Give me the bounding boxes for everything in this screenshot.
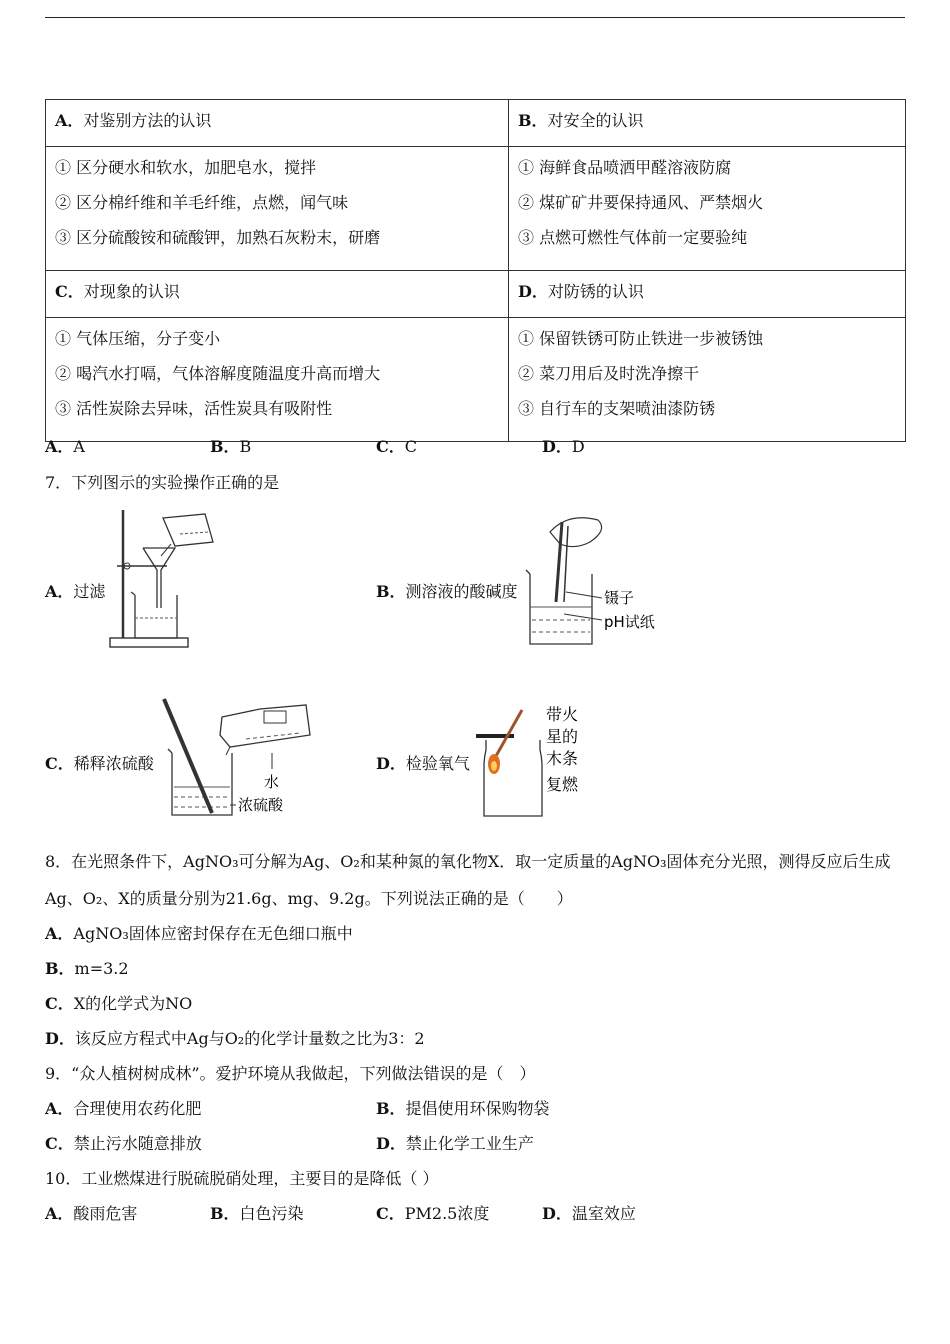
q9-option-a[interactable]: A．合理使用农药化肥	[45, 1099, 202, 1118]
water-label: 水	[264, 773, 280, 791]
list-item: ① 气体压缩，分子变小	[55, 329, 221, 348]
ph-test-diagram	[520, 512, 665, 652]
spark-label-1: 带火	[546, 705, 579, 724]
oxygen-test-diagram	[470, 700, 590, 820]
q9-option-c[interactable]: C．禁止污水随意排放	[45, 1134, 202, 1153]
q8-option-b[interactable]: B．m=3.2	[45, 959, 129, 978]
list-item: ③ 点燃可燃性气体前一定要验纯	[518, 228, 748, 247]
list-item: ② 菜刀用后及时洗净擦干	[518, 364, 700, 383]
tweezers-label: 镊子	[604, 589, 635, 607]
ph-paper-label: pH试纸	[604, 613, 655, 631]
list-item: ① 保留铁锈可防止铁进一步被锈蚀	[518, 329, 764, 348]
q10-option-d[interactable]: D．温室效应	[542, 1204, 636, 1223]
q7-option-b[interactable]: B．测溶液的酸碱度	[376, 582, 518, 601]
q10-option-b[interactable]: B．白色污染	[210, 1204, 304, 1223]
q8-option-d[interactable]: D．该反应方程式中Ag与O₂的化学计量数之比为3：2	[45, 1029, 425, 1048]
header-rule	[45, 17, 905, 18]
q6-option-b[interactable]: B．B	[210, 437, 252, 456]
q8-stem-line-2: Ag、O₂、X的质量分别为21.6g、mg、9.2g。下列说法正确的是（ ）	[45, 889, 573, 908]
q10-option-a[interactable]: A．酸雨危害	[45, 1204, 138, 1223]
q8-option-c[interactable]: C．X的化学式为NO	[45, 994, 193, 1013]
table-cell-a-header: A．对鉴别方法的认识	[46, 100, 509, 147]
table-cell-a-body	[46, 147, 509, 271]
q6-option-table	[45, 99, 906, 442]
list-item: ③ 自行车的支架喷油漆防锈	[518, 399, 716, 418]
list-item: ② 喝汽水打嗝，气体溶解度随温度升高而增大	[55, 364, 381, 383]
q6-option-d[interactable]: D．D	[542, 437, 585, 456]
acid-dilution-diagram	[160, 695, 320, 823]
spark-label-2: 星的	[546, 727, 579, 746]
table-cell-d-header: D．对防锈的认识	[509, 271, 906, 318]
q8-stem-line-1: 8．在光照条件下，AgNO₃可分解为Ag、O₂和某种氮的氧化物X．取一定质量的AgNO₃固体充分光照，测得反应后生成	[45, 852, 891, 871]
q8-option-a[interactable]: A．AgNO₃固体应密封保存在无色细口瓶中	[45, 924, 353, 943]
table-cell-b-header: B．对安全的认识	[509, 100, 906, 147]
list-item: ② 煤矿矿井要保持通风、严禁烟火	[518, 193, 764, 212]
q7-option-c[interactable]: C．稀释浓硫酸	[45, 754, 154, 773]
q6-option-a[interactable]: A．A	[45, 437, 85, 456]
list-item: ① 海鲜食品喷洒甲醛溶液防腐	[518, 158, 732, 177]
q9-stem: 9．“众人植树树成林”。爱护环境从我做起，下列做法错误的是（ ）	[45, 1064, 536, 1083]
q9-option-d[interactable]: D．禁止化学工业生产	[376, 1134, 534, 1153]
spark-label-3: 木条	[546, 749, 579, 768]
list-item: ③ 区分硫酸铵和硫酸钾，加熟石灰粉末，研磨	[55, 228, 381, 247]
q7-option-d[interactable]: D．检验氧气	[376, 754, 470, 773]
table-cell-c-body	[46, 318, 509, 442]
acid-label: 浓硫酸	[238, 796, 284, 814]
list-item: ② 区分棉纤维和羊毛纤维，点燃，闻气味	[55, 193, 349, 212]
filtration-diagram	[105, 500, 225, 650]
list-item: ① 区分硬水和软水，加肥皂水，搅拌	[55, 158, 317, 177]
spark-label-4: 复燃	[546, 775, 579, 794]
q7-stem: 7．下列图示的实验操作正确的是	[45, 473, 280, 492]
list-item: ③ 活性炭除去异味，活性炭具有吸附性	[55, 399, 333, 418]
table-cell-d-body	[509, 318, 906, 442]
q9-option-b[interactable]: B．提倡使用环保购物袋	[376, 1099, 550, 1118]
table-cell-b-body	[509, 147, 906, 271]
q10-option-c[interactable]: C．PM2.5浓度	[376, 1204, 490, 1223]
q7-option-a[interactable]: A．过滤	[45, 582, 106, 601]
q10-stem: 10．工业燃煤进行脱硫脱硝处理，主要目的是降低（ ）	[45, 1169, 439, 1188]
table-cell-c-header: C．对现象的认识	[46, 271, 509, 318]
q6-option-c[interactable]: C．C	[376, 437, 417, 456]
